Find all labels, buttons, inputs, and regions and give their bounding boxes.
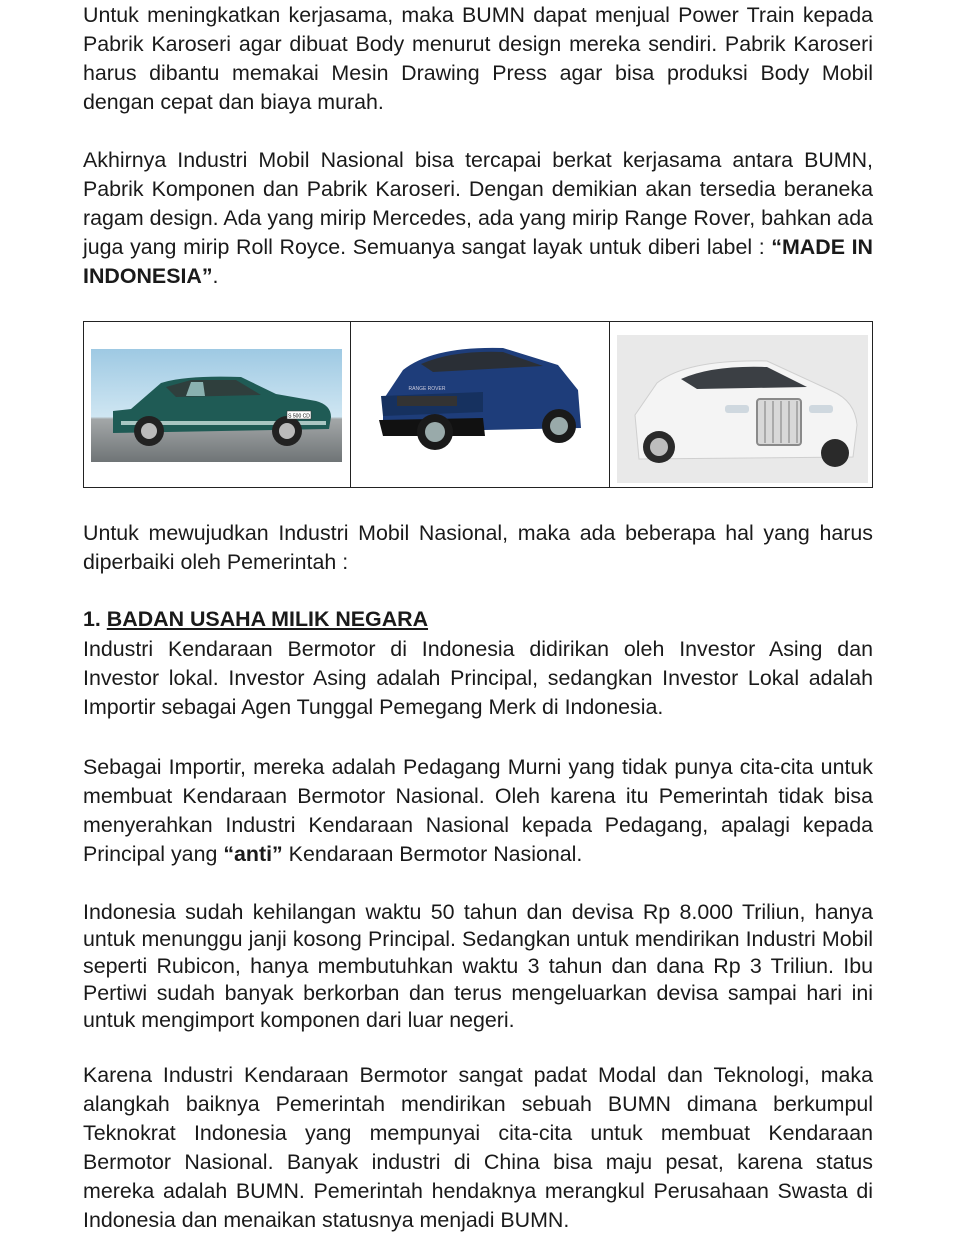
- paragraph-lost-time: Indonesia sudah kehilangan waktu 50 tahun dan devisa Rp 8.000 Triliun, hanya untuk menunggu janji kosong Principal. Sedangkan untuk mendirikan Industri Mobil seperti Rubicon, hanya membutuhkan waktu 3 tahun dan dana Rp 3 Triliun. Ibu Pertiwi sudah banyak berkorban dan terus mengeluarkan devisa sampai hari ini untuk mengimport komponen dari luar negeri.: [83, 900, 873, 1032]
- section-title: BADAN USAHA MILIK NEGARA: [106, 607, 429, 631]
- paragraph-national-car-text: Akhirnya Industri Mobil Nasional bisa tercapai berkat kerjasama antara BUMN, Pabrik Komponen dan Pabrik Karoseri. Dengan demikian akan tersedia beraneka ragam design. Ada yang mirip Mercedes, ada yang mirip Range Rover, bahkan ada juga yang mirip Roll Royce. Semuanya sangat layak untuk diberi label :: [83, 148, 873, 259]
- paragraph-investors: Industri Kendaraan Bermotor di Indonesia didirikan oleh Investor Asing dan Investor lokal. Investor Asing adalah Principal, sedangkan Investor Lokal adalah Importir sebagai Agen Tunggal Pemegang Merk di Indonesia.: [83, 637, 873, 719]
- hood-text: RANGE ROVER: [408, 386, 446, 392]
- paragraph-importers-end: Kendaraan Bermotor Nasional.: [282, 842, 583, 866]
- paragraph-improvements: Untuk mewujudkan Industri Mobil Nasional, maka ada beberapa hal yang harus diperbaiki oleh Pemerintah :: [83, 521, 873, 574]
- paragraph-importers: [83, 753, 873, 869]
- mercedes-sedan-image: [91, 349, 342, 462]
- section-number: 1.: [83, 607, 107, 631]
- car-image-table: [83, 321, 873, 488]
- car-cell-range-rover: [350, 322, 609, 487]
- car-cell-mercedes: [84, 322, 350, 487]
- section-heading: [83, 605, 428, 634]
- car-cell-rolls-royce: [609, 322, 872, 487]
- made-in-indonesia-label: “MADE IN INDONESIA”: [83, 235, 873, 288]
- paragraph-national-car-end: .: [212, 264, 219, 288]
- plate-text: S 500 CD: [288, 413, 310, 420]
- rolls-royce-image: [617, 335, 868, 483]
- anti-label: “anti”: [223, 842, 283, 866]
- range-rover-suv-image: [373, 340, 589, 458]
- paragraph-cooperation: Untuk meningkatkan kerjasama, maka BUMN dapat menjual Power Train kepada Pabrik Karoseri agar dibuat Body menurut design mereka sendiri. Pabrik Karoseri harus dibantu memakai Mesin Drawing Press agar bisa produksi Body Mobil dengan cepat dan biaya murah.: [83, 3, 873, 114]
- paragraph-national-car: [83, 146, 873, 291]
- paragraph-bumn: Karena Industri Kendaraan Bermotor sangat padat Modal dan Teknologi, maka alangkah baiknya Pemerintah mendirikan sebuah BUMN dimana berkumpul Teknokrat Indonesia yang mempunyai cita-cita untuk membuat Kendaraan Bermotor Nasional. Banyak industri di China bisa maju pesat, karena status mereka adalah BUMN. Pemerintah hendaknya merangkul Perusahaan Swasta di Indonesia dan menaikan statusnya menjadi BUMN.: [83, 1063, 873, 1232]
- paragraph-importers-text: Sebagai Importir, mereka adalah Pedagang Murni yang tidak punya cita-cita untuk membuat Kendaraan Bermotor Nasional. Oleh karena itu Pemerintah tidak bisa menyerahkan Industri Kendaraan Nasional kepada Pedagang, apalagi kepada Principal yang: [83, 755, 873, 866]
